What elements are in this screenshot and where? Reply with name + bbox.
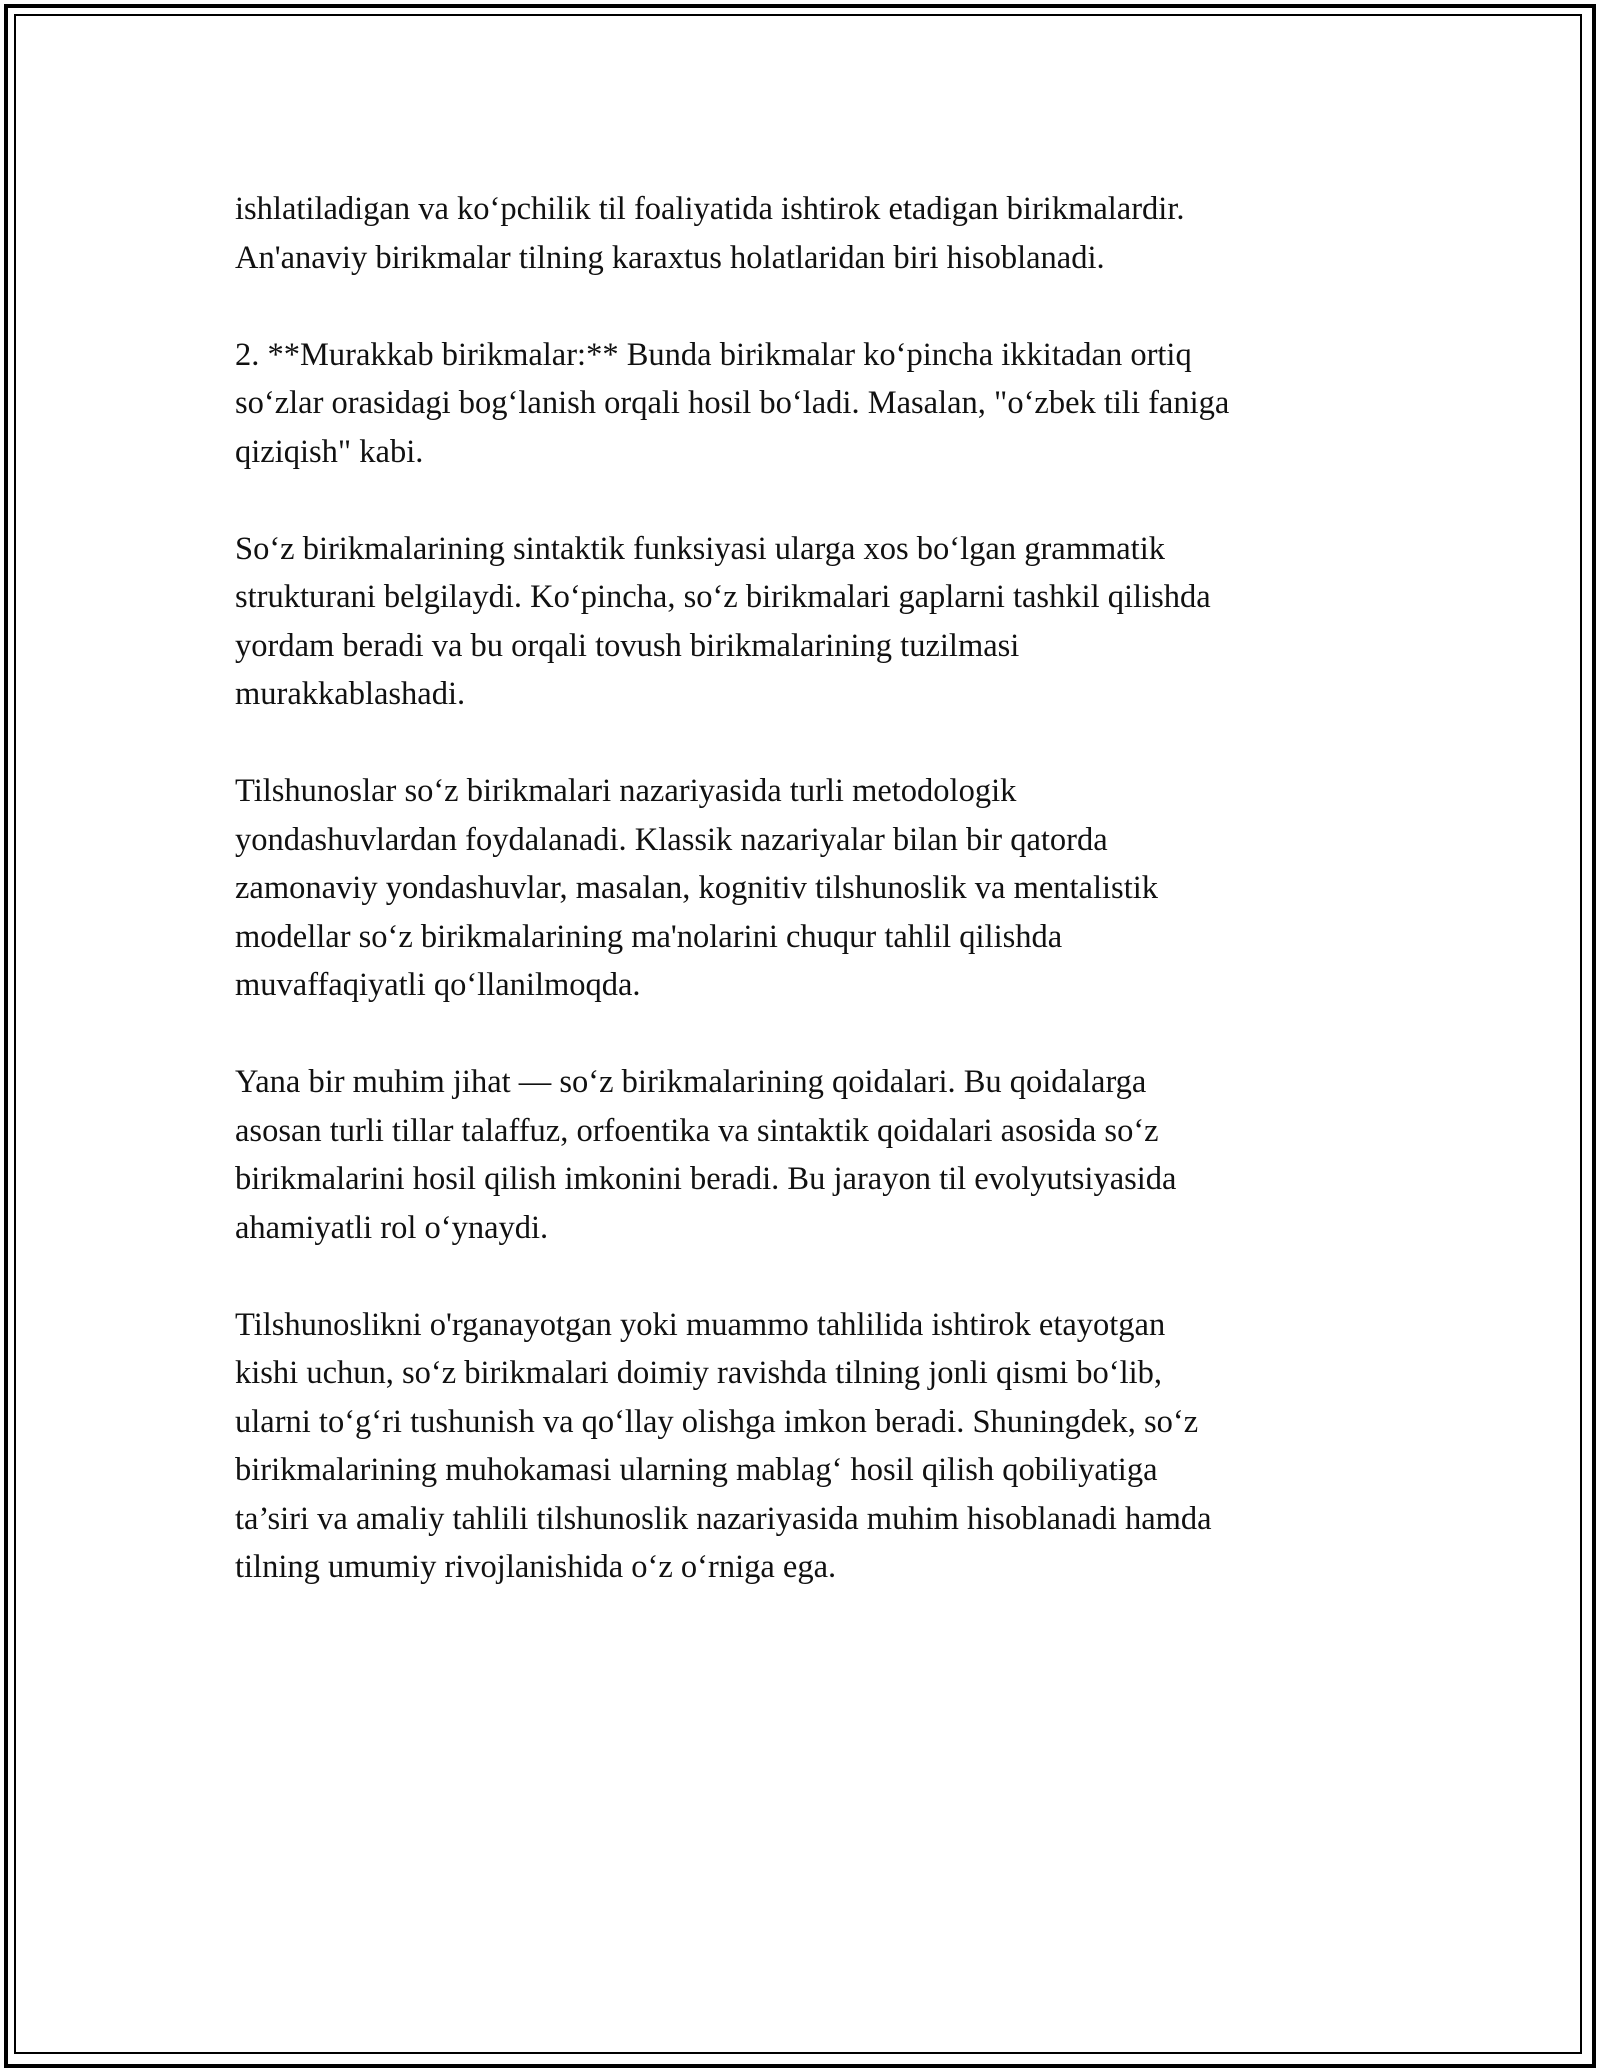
text-line: So‘z birikmalarining sintaktik funksiyasi ularga xos bo‘lgan grammatik	[235, 530, 1165, 567]
text-line: muvaffaqiyatli qo‘llanilmoqda.	[235, 967, 641, 1003]
paragraph-1	[235, 185, 1375, 282]
text-line: Tilshunoslar so‘z birikmalari nazariyasida turli metodologik	[235, 773, 1017, 809]
text-line: birikmalarining muhokamasi ularning mablag‘ hosil qilish qobiliyatiga	[235, 1452, 1158, 1488]
text-line: so‘zlar orasidagi bog‘lanish orqali hosil bo‘ladi. Masalan, "o‘zbek tili faniga	[235, 385, 1230, 421]
text-line: ularni to‘g‘ri tushunish va qo‘llay olishga imkon beradi. Shuningdek, so‘z	[235, 1403, 1199, 1440]
page-body	[235, 185, 1375, 1640]
text-line: modellar so‘z birikmalarining ma'nolarini chuqur tahlil qilishda	[235, 918, 1063, 955]
paragraph-2	[235, 331, 1375, 477]
text-line: asosan turli tillar talaffuz, orfoentika va sintaktik qoidalari asosida so‘z	[235, 1112, 1159, 1149]
text-line: kishi uchun, so‘z birikmalari doimiy ravishda tilning jonli qismi bo‘lib,	[235, 1355, 1163, 1391]
text-line: tilning umumiy rivojlanishida o‘z o‘rniga ega.	[235, 1549, 837, 1585]
text-line: qiziqish" kabi.	[235, 433, 424, 470]
text-line: ishlatiladigan va ko‘pchilik til foaliyatida ishtirok etadigan birikmalardir.	[235, 191, 1185, 227]
paragraph-4	[235, 767, 1375, 1010]
text-line: zamonaviy yondashuvlar, masalan, kognitiv tilshunoslik va mentalistik	[235, 870, 1158, 906]
text-line: ta’siri va amaliy tahlili tilshunoslik nazariyasida muhim hisoblanadi hamda	[235, 1500, 1212, 1537]
text-line: birikmalarini hosil qilish imkonini beradi. Bu jarayon til evolyutsiyasida	[235, 1161, 1177, 1197]
text-line: Tilshunoslikni o'rganayotgan yoki muammo tahlilida ishtirok etayotgan	[235, 1306, 1166, 1343]
text-line: ahamiyatli rol o‘ynaydi.	[235, 1209, 549, 1246]
text-line: An'anaviy birikmalar tilning karaxtus holatlaridan biri hisoblanadi.	[235, 239, 1105, 276]
paragraph-3	[235, 525, 1375, 719]
text-line: 2. **Murakkab birikmalar:** Bunda birikmalar ko‘pincha ikkitadan ortiq	[235, 336, 1192, 373]
paragraph-6	[235, 1301, 1375, 1592]
paragraph-5	[235, 1058, 1375, 1252]
text-line: murakkablashadi.	[235, 676, 466, 712]
text-line: Yana bir muhim jihat — so‘z birikmalarining qoidalari. Bu qoidalarga	[235, 1064, 1147, 1100]
text-line: yondashuvlardan foydalanadi. Klassik nazariyalar bilan bir qatorda	[235, 821, 1108, 858]
text-line: strukturani belgilaydi. Ko‘pincha, so‘z birikmalari gaplarni tashkil qilishda	[235, 579, 1211, 615]
text-line: yordam beradi va bu orqali tovush birikmalarining tuzilmasi	[235, 627, 1020, 664]
